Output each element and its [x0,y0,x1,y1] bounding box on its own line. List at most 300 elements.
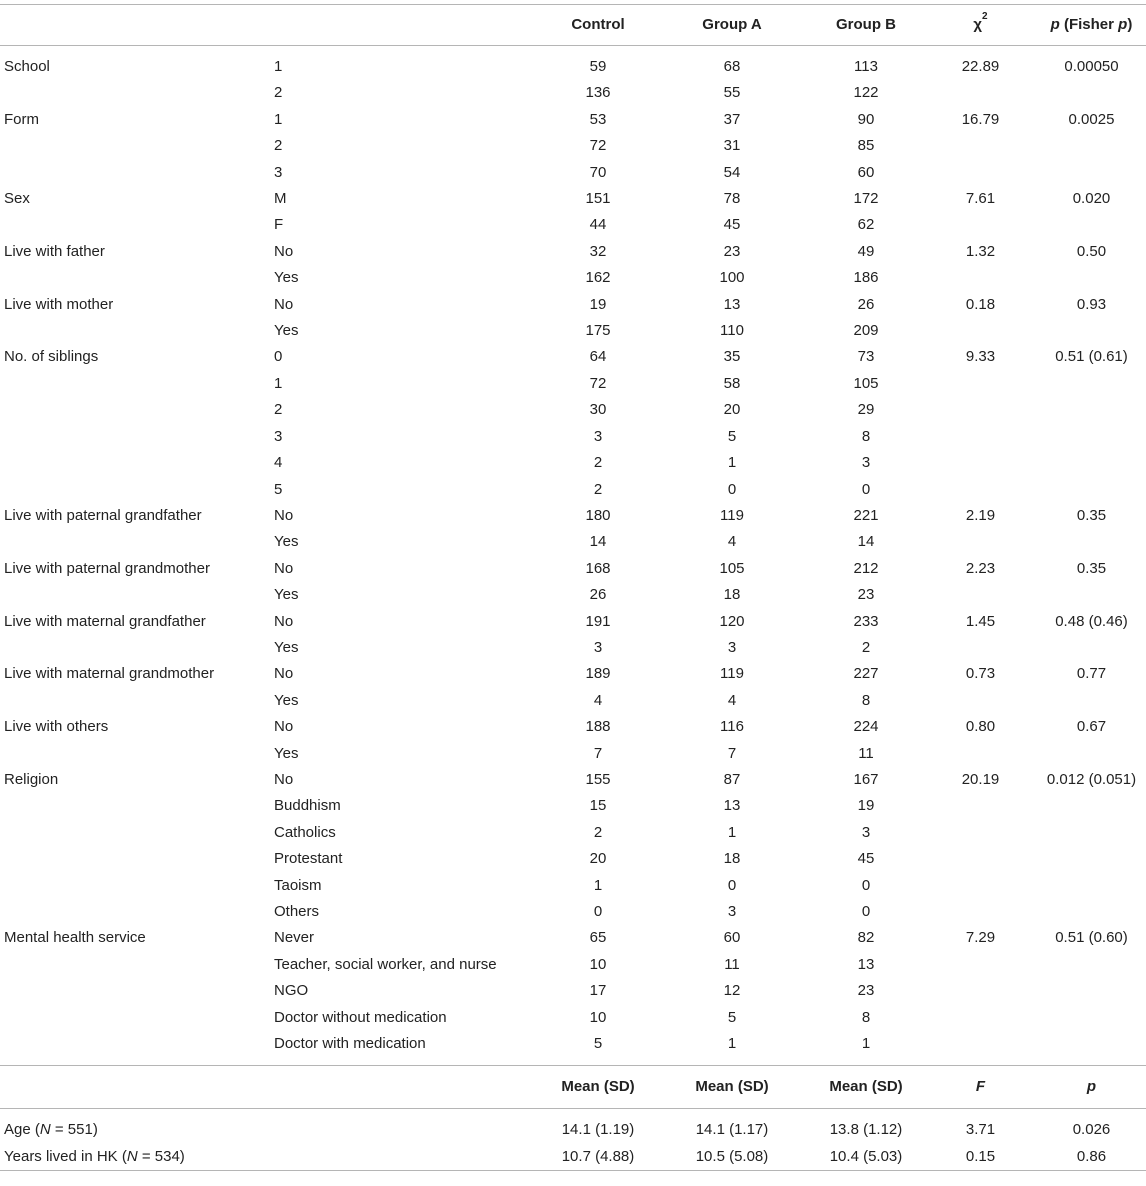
table-row [0,46,1146,81]
cell-group-a: 18 [723,850,741,868]
row-level: No [274,612,294,630]
cell-group-b: 90 [857,110,875,128]
cell-group-a: 0 [727,480,737,498]
row-level: Never [274,929,315,947]
cell-group-a: 1 [727,454,737,472]
cell-p: 0.67 [1076,718,1107,736]
cell-group-a: 60 [723,929,741,947]
cell-group-a: 31 [723,137,741,155]
row-level: Doctor with medication [274,1035,426,1053]
header-row-continuous [0,1066,1146,1109]
table-row [0,265,1146,291]
cell-chi-square [924,820,1037,846]
cell-p: 0.50 [1076,242,1107,260]
cell-chi-square [924,212,1037,238]
cell-group-b: 0 [861,903,871,920]
cell-control: 4 [593,691,603,709]
row-level: Yes [274,533,299,551]
p-italic: p [1050,16,1060,33]
cell-control: 65 [589,929,607,947]
cell-control: 191 [585,612,611,630]
cell-p [1037,688,1146,714]
row-level: Yes [274,638,299,656]
cell-group-b: 49 [857,242,875,260]
cell-group-b: 3 [861,454,871,472]
cell-control: 59 [589,58,607,75]
row-variable [0,582,270,608]
row-variable [0,873,270,899]
table-row [0,424,1146,450]
cell-group-b: 85 [857,137,875,155]
cell-chi-square [924,1031,1037,1057]
row-level: No [274,770,294,788]
cell-control: 7 [593,744,603,762]
header-p-fisher [1037,5,1146,46]
table-row [0,793,1146,819]
cell-control: 72 [589,374,607,392]
cell-control: 180 [585,506,611,524]
cell-group-b: 113 [854,58,878,75]
cell-group-b: 233 [853,612,879,630]
cell-chi-square [924,582,1037,608]
row-variable [0,477,270,503]
table-row [0,582,1146,608]
row-variable: Live with maternal grandfather [4,612,206,630]
table-row [0,767,1146,793]
cell-group-b: 82 [857,929,875,947]
table-row [0,1031,1146,1057]
table-row [0,503,1146,529]
row-variable [0,820,270,846]
cell-group-a: 0 [727,876,737,894]
cell-group-b: 13.8 (1.12) [829,1121,903,1139]
table-row [0,899,1146,925]
header-chi-square [924,5,1037,46]
cell-group-a: 7 [727,744,737,762]
chi-superscript: 2 [982,11,988,22]
cell-p [1037,371,1146,397]
row-variable [0,688,270,714]
table-row [0,160,1146,186]
cell-group-a: 110 [720,322,744,340]
table-row [0,450,1146,476]
header2-p: p [1086,1078,1097,1096]
row-variable [0,371,270,397]
row-variable: Sex [4,190,30,208]
cell-p [1037,160,1146,186]
cell-group-a: 3 [727,903,737,920]
cell-chi-square: 2.23 [965,559,996,577]
cell-control: 189 [585,665,611,683]
variable-n: N [126,1147,138,1165]
table-row [0,212,1146,238]
cell-chi-square [924,1005,1037,1031]
cell-control: 188 [585,718,611,736]
cell-chi-square: 9.33 [965,348,996,366]
row-level: M [274,190,287,208]
cell-control: 72 [589,137,607,155]
cell-chi-square: 2.19 [965,506,996,524]
row-level: 1 [274,374,283,392]
cell-chi-square [924,160,1037,186]
cell-chi-square [924,529,1037,555]
cell-group-b: 26 [857,295,875,313]
row-variable [0,160,270,186]
table-row [0,1109,1146,1144]
table-row [0,635,1146,661]
header-level [270,5,540,46]
cell-group-a: 13 [723,295,741,313]
cell-group-b: 23 [857,982,875,1000]
table-row [0,1144,1146,1171]
row-variable: Form [4,110,39,128]
cell-group-a: 11 [724,955,740,973]
row-variable [0,133,270,159]
cell-group-a: 35 [723,348,741,366]
row-level: Yes [274,586,299,604]
cell-group-a: 87 [723,770,741,788]
cell-group-a: 119 [720,506,744,524]
row-variable: Mental health service [4,929,146,947]
row-variable: Live with father [4,242,105,260]
cell-chi-square: 0.18 [965,295,996,313]
table-row [0,820,1146,846]
cell-p [1037,846,1146,872]
cell-group-b: 45 [857,850,875,868]
header2-group-b: Mean (SD) [829,1078,903,1096]
cell-group-a: 10.5 (5.08) [695,1147,769,1165]
table-row [0,1005,1146,1031]
row-level: Yes [274,322,299,340]
table-row [0,978,1146,1004]
cell-group-b: 0 [861,480,871,498]
header-variable [0,5,270,46]
cell-group-b: 212 [853,559,879,577]
row-variable [0,1109,540,1144]
cell-p [1037,477,1146,503]
variable-prefix: Years lived in HK ( [4,1147,127,1165]
variable-prefix: Age ( [4,1121,40,1139]
cell-p [1037,529,1146,555]
row-level: No [274,506,294,524]
cell-group-a: 14.1 (1.17) [695,1121,769,1139]
cell-control: 155 [585,770,611,788]
cell-group-b: 3 [861,823,871,841]
header-control: Control [571,16,625,33]
cell-chi-square: 7.29 [965,929,996,947]
cell-group-b: 10.4 (5.03) [829,1147,903,1165]
cell-group-a: 45 [723,216,741,234]
row-level: No [274,242,294,260]
cell-control: 2 [593,823,603,841]
row-variable [0,899,270,925]
cell-group-a: 58 [723,374,741,392]
cell-group-a: 37 [723,110,741,128]
cell-p: 0.012 (0.051) [1046,770,1137,788]
cell-group-a: 12 [723,982,741,1000]
table-row [0,371,1146,397]
cell-control: 19 [589,295,607,313]
cell-chi-square [924,635,1037,661]
cell-chi-square [924,741,1037,767]
row-level: Yes [274,691,299,709]
cell-control: 3 [593,638,603,656]
row-variable [0,450,270,476]
cell-group-b: 221 [853,506,879,524]
row-level: Yes [274,269,299,287]
cell-group-a: 4 [727,533,737,551]
row-variable [0,424,270,450]
row-variable [0,741,270,767]
table-row [0,714,1146,740]
row-variable [0,952,270,978]
table-row [0,609,1146,635]
table-row [0,688,1146,714]
table-row [0,477,1146,503]
cell-control: 10 [589,1008,607,1026]
row-level: No [274,559,294,577]
row-level: NGO [274,982,309,1000]
cell-chi-square: 1.45 [965,612,996,630]
cell-p: 0.35 [1076,559,1107,577]
row-variable [0,635,270,661]
cell-control: 17 [589,982,607,1000]
cell-group-b: 23 [857,586,875,604]
row-variable [0,529,270,555]
cell-control: 30 [589,401,607,419]
cell-group-a: 78 [723,190,741,208]
cell-p [1037,820,1146,846]
cell-group-b: 19 [857,797,875,815]
header-group-a: Group A [702,16,762,33]
row-level: Catholics [274,823,336,841]
row-variable [0,318,270,344]
cell-control: 64 [589,348,607,366]
cell-chi-square [924,133,1037,159]
cell-f: 0.15 [965,1147,996,1165]
cell-p [1037,265,1146,291]
cell-p: 0.026 [1072,1121,1111,1139]
categorical-rows [0,46,1146,1058]
cell-group-b: 11 [858,744,874,762]
table-row [0,133,1146,159]
row-level: 1 [274,110,283,128]
cell-p: 0.00050 [1064,58,1119,75]
cell-p: 0.48 (0.46) [1055,612,1128,630]
row-level: Others [274,903,320,920]
table-row [0,873,1146,899]
row-variable [0,80,270,106]
cell-group-b: 167 [853,770,879,788]
cell-chi-square [924,477,1037,503]
cell-chi-square [924,318,1037,344]
cell-control: 0 [593,903,603,920]
row-level: 3 [274,163,283,181]
cell-chi-square [924,952,1037,978]
cell-chi-square: 22.89 [961,58,1000,75]
cell-group-b: 2 [861,638,871,656]
row-variable: School [4,58,50,75]
cell-group-b: 73 [857,348,875,366]
row-variable [0,793,270,819]
cell-control: 70 [589,163,607,181]
cell-control: 20 [589,850,607,868]
cell-group-b: 209 [853,322,879,340]
row-level: F [274,216,284,234]
cell-p: 0.51 (0.61) [1055,348,1128,366]
cell-group-a: 23 [723,242,741,260]
cell-chi-square: 0.73 [965,665,996,683]
cell-p [1037,873,1146,899]
cell-control: 15 [589,797,607,815]
cell-chi-square [924,978,1037,1004]
cell-chi-square: 7.61 [965,190,996,208]
cell-p [1037,424,1146,450]
row-variable: Live with mother [4,295,114,313]
cell-group-b: 8 [861,427,871,445]
row-variable: Religion [4,770,59,788]
header2-control: Mean (SD) [561,1078,635,1096]
row-variable [0,265,270,291]
cell-group-b: 186 [853,269,879,287]
row-level: Protestant [274,850,343,868]
cell-control: 168 [585,559,611,577]
cell-group-b: 14 [857,533,875,551]
p-italic-2: p [1118,16,1128,33]
cell-chi-square [924,80,1037,106]
cell-control: 26 [589,586,607,604]
row-level: No [274,295,294,313]
cell-p [1037,978,1146,1004]
table-row [0,318,1146,344]
cell-group-a: 105 [719,559,745,577]
cell-control: 5 [593,1035,603,1053]
cell-group-a: 20 [723,401,741,419]
row-level: 0 [274,348,283,366]
cell-control: 14.1 (1.19) [561,1121,635,1139]
cell-group-b: 62 [857,216,875,234]
row-variable [0,1144,540,1171]
cell-p [1037,635,1146,661]
cell-group-b: 8 [861,691,871,709]
cell-chi-square [924,846,1037,872]
row-level: 3 [274,427,283,445]
header2-f: F [975,1078,986,1096]
cell-p [1037,793,1146,819]
cell-chi-square: 0.80 [965,718,996,736]
cell-group-a: 4 [727,691,737,709]
cell-group-b: 122 [853,84,879,102]
header2-variable [0,1066,270,1109]
row-variable [0,397,270,423]
cell-p: 0.020 [1072,190,1111,208]
cell-group-b: 172 [853,190,879,208]
cell-control: 175 [585,322,611,340]
cell-group-b: 227 [853,665,879,683]
cell-p [1037,1031,1146,1057]
table-row [0,186,1146,212]
row-level: Doctor without medication [274,1008,447,1026]
cell-control: 2 [593,480,603,498]
cell-chi-square [924,793,1037,819]
cell-p: 0.86 [1076,1147,1107,1165]
table-row [0,952,1146,978]
cell-group-a: 5 [727,1008,737,1026]
header2-level [270,1066,540,1109]
cell-group-a: 120 [719,612,745,630]
cell-control: 44 [589,216,607,234]
cell-chi-square [924,371,1037,397]
row-level: 2 [274,84,283,102]
row-level: 1 [274,58,283,75]
cell-p [1037,80,1146,106]
cell-control: 136 [585,84,611,102]
header2-group-a: Mean (SD) [695,1078,769,1096]
cell-p [1037,318,1146,344]
cell-p: 0.93 [1076,295,1107,313]
row-level: 5 [274,480,283,498]
cell-control: 10 [589,955,607,973]
row-variable: Live with maternal grandmother [4,665,215,683]
cell-p [1037,1005,1146,1031]
cell-chi-square [924,397,1037,423]
row-level: Buddhism [274,797,341,815]
cell-group-a: 1 [727,823,737,841]
cell-group-a: 55 [723,84,741,102]
table-row [0,292,1146,318]
cell-group-a: 1 [727,1035,737,1053]
cell-chi-square [924,424,1037,450]
table-row [0,239,1146,265]
cell-group-b: 105 [853,374,879,392]
row-variable [0,846,270,872]
table-row [0,80,1146,106]
cell-group-b: 60 [857,163,875,181]
header-group-b: Group B [836,16,896,33]
cell-group-a: 68 [723,58,741,75]
cell-control: 162 [585,269,611,287]
row-variable [0,212,270,238]
p-fisher-close: ) [1127,16,1133,33]
demographics-table [0,4,1146,1171]
cell-chi-square: 16.79 [961,110,1000,128]
cell-p: 0.51 (0.60) [1055,929,1128,947]
variable-suffix: = 551) [50,1121,98,1139]
row-variable [0,1031,270,1057]
variable-n: N [39,1121,51,1139]
cell-control: 3 [593,427,603,445]
cell-group-a: 54 [723,163,741,181]
cell-chi-square: 20.19 [961,770,1000,788]
cell-p [1037,741,1146,767]
continuous-section [0,1057,1146,1170]
row-level: Teacher, social worker, and nurse [274,955,497,973]
cell-group-b: 8 [861,1008,871,1026]
row-variable: Live with others [4,718,109,736]
row-level: 2 [274,137,283,155]
row-variable: Live with paternal grandfather [4,506,202,524]
header-row [0,5,1146,46]
row-level: 2 [274,401,283,419]
row-level: 4 [274,454,283,472]
cell-chi-square [924,873,1037,899]
row-level: No [274,718,294,736]
cell-p [1037,397,1146,423]
cell-group-a: 18 [723,586,741,604]
cell-group-a: 119 [720,665,744,683]
table-row [0,846,1146,872]
cell-p [1037,212,1146,238]
